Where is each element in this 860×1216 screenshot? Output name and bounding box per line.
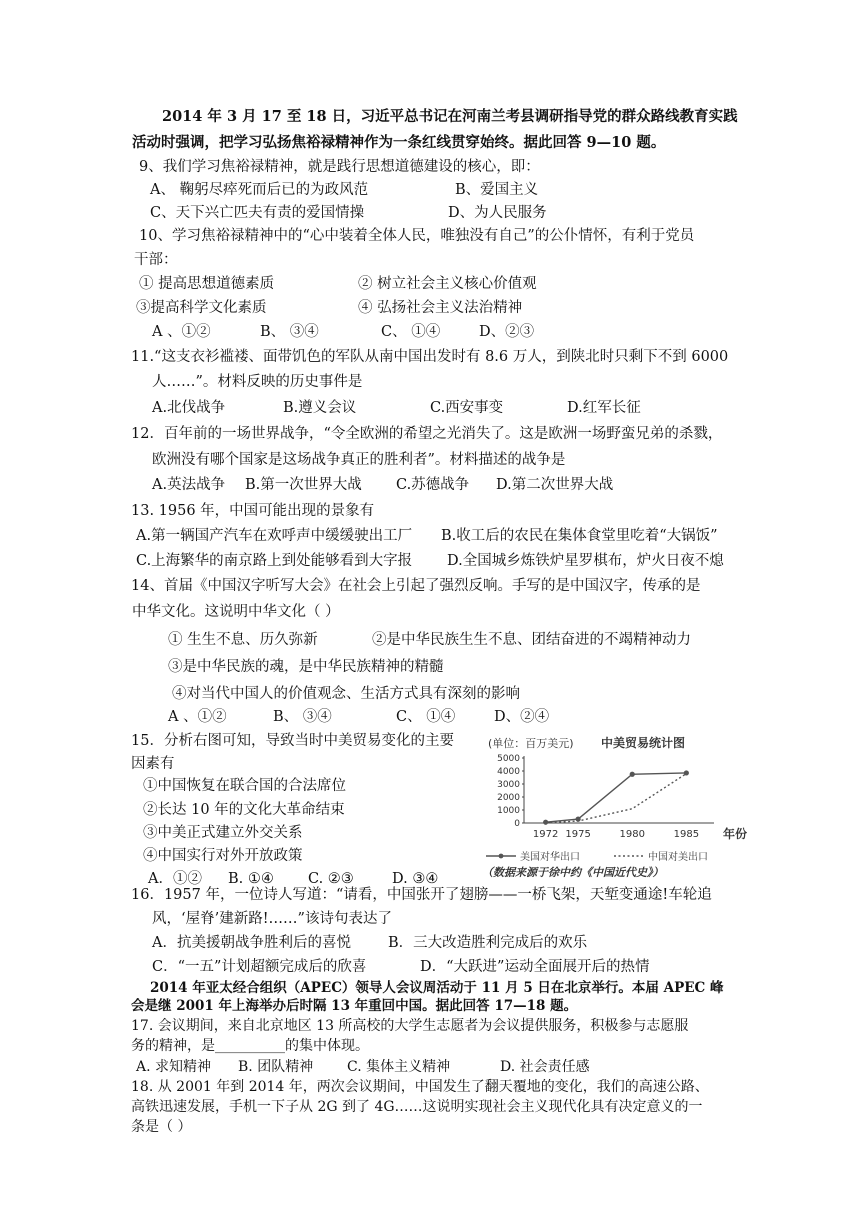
q17-stem-2: 务的精神，是__________的集中体现。 (131, 1038, 369, 1054)
q10-option-c: C、 ①④ (381, 324, 441, 340)
q14-option-b: B、 ③④ (273, 709, 332, 725)
q14-option-c: C、 ①④ (396, 709, 456, 725)
chart-point (630, 772, 635, 777)
q17-option-d: D. 社会责任感 (500, 1059, 590, 1075)
q15-stem-1: 15．分析右图可知，导致当时中美贸易变化的主要 (131, 733, 454, 749)
chart-legend-label: 美国对华出口 (520, 852, 580, 863)
q9-option-a: A、 鞠躬尽瘁死而后已的为政风范 (150, 182, 369, 198)
q10-item-3: ③提高科学文化素质 (136, 300, 267, 316)
q10-stem-1: 10、学习焦裕禄精神中的“心中装着全体人民，唯独没有自己”的公仆情怀，有利于党员 (139, 228, 695, 244)
q16-option-b: B．三大改造胜利完成后的欢乐 (388, 935, 588, 951)
q9-stem: 9、我们学习焦裕禄精神，就是践行思想道德建设的核心，即： (139, 159, 540, 175)
chart-x-axis-label: 年份 (723, 827, 748, 841)
q12-option-a: A.英法战争 (152, 477, 226, 493)
chart-y-tick-label: 1000 (497, 806, 520, 816)
q14-item-4: ④对当代中国人的价值观念、生活方式具有深刻的影响 (172, 686, 520, 702)
q16-option-c: C．“一五”计划超额完成后的欣喜 (152, 959, 367, 975)
q11-option-a: A.北伐战争 (152, 400, 226, 416)
q14-item-1: ① 生生不息、历久弥新 (168, 632, 318, 648)
q15-item-3: ③中美正式建立外交关系 (143, 825, 303, 841)
chart-title: 中美贸易统计图 (601, 736, 686, 750)
chart-legend-marker (499, 854, 504, 859)
q15-item-4: ④中国实行对外开放政策 (143, 848, 303, 864)
q17-stem-1: 17. 会议期间，来自北京地区 13 所高校的大学生志愿者为会议提供服务，积极参与志愿服 (131, 1018, 689, 1034)
q9-option-d: D、为人民服务 (448, 205, 547, 221)
q10-option-d: D、②③ (479, 324, 535, 340)
q11-option-d: D.红军长征 (567, 400, 641, 416)
q10-item-4: ④ 弘扬社会主义法治精神 (358, 300, 523, 316)
q11-option-c: C.西安事变 (430, 400, 504, 416)
q18-stem-1: 18. 从 2001 年到 2014 年，两次会议期间，中国发生了翻天覆地的变化，我们的高速公路、 (131, 1079, 709, 1095)
q16-option-a: A．抗美援朝战争胜利后的喜悦 (152, 935, 351, 951)
chart-series-line-1 (546, 773, 687, 822)
q17-option-b: B. 团队精神 (238, 1059, 314, 1075)
q13-stem: 13. 1956 年，中国可能出现的景象有 (131, 503, 375, 519)
q14-option-a: A 、①② (168, 709, 227, 725)
chart-y-tick-label: 5000 (497, 754, 520, 764)
q15-item-2: ②长达 10 年的文化大革命结束 (143, 802, 345, 818)
chart-x-tick-label: 1980 (619, 829, 645, 840)
q10-option-a: A 、①② (152, 324, 211, 340)
apec-line-1: 2014 年亚太经合组织（APEC）领导人会议周活动于 11 月 5 日在北京举行。本届 APEC 峰 (150, 980, 724, 996)
q13-option-d: D.全国城乡炼铁炉星罗棋布，炉火日夜不熄 (447, 553, 724, 569)
q10-stem-2: 干部： (134, 252, 178, 268)
chart-legend-label: 中国对美出口 (648, 852, 708, 863)
chart-unit-label: (单位：百万美元) (488, 737, 574, 750)
q14-option-d: D、②④ (494, 709, 550, 725)
intro-line-2: 活动时强调，把学习弘扬焦裕禄精神作为一条红线贯穿始终。据此回答 9—10 题。 (132, 134, 666, 151)
q11-option-b: B.遵义会议 (283, 400, 357, 416)
chart-x-tick-label: 1975 (565, 829, 591, 840)
intro-line-1: 2014 年 3 月 17 至 18 日，习近平总书记在河南兰考县调研指导党的群众路线教育实践 (162, 108, 738, 125)
chart-series-line-2 (546, 774, 687, 823)
q15-stem-2: 因素有 (131, 756, 175, 772)
chart-x-tick-label: 1985 (673, 829, 700, 840)
q14-stem-2: 中华文化。这说明中华文化（ ） (132, 604, 340, 620)
q16-option-d: D．“大跃进”运动全面展开后的热情 (420, 959, 650, 975)
q9-option-c: C、天下兴亡匹夫有责的爱国情操 (150, 205, 365, 221)
apec-line-2: 会是继 2001 年上海举办后时隔 13 年重回中国。据此回答 17—18 题。 (131, 998, 578, 1014)
q16-stem-2: 风，‘屋脊’建新路!……”该诗句表达了 (152, 911, 392, 927)
q17-option-c: C. 集体主义精神 (347, 1059, 451, 1075)
q15-option-a: A．①② (148, 871, 202, 887)
q15-option-d: D. ③④ (392, 871, 439, 887)
chart-y-tick-label: 4000 (497, 767, 520, 777)
chart-y-tick-label: 2000 (497, 793, 520, 803)
chart-y-tick-label: 0 (514, 819, 520, 829)
q12-option-b: B.第一次世界大战 (245, 477, 362, 493)
q11-stem-1: 11.“这支衣衫褴褛、面带饥色的军队从南中国出发时有 8.6 万人，到陕北时只剩下不到 6000 (131, 349, 729, 365)
q10-item-1: ① 提高思想道德素质 (139, 276, 275, 292)
q9-option-b: B、爱国主义 (455, 182, 539, 198)
q18-stem-3: 条是（ ） (131, 1119, 192, 1135)
q16-stem-1: 16．1957 年，一位诗人写道：“请看，中国张开了翅膀——一桥飞架，天堑变通途!车轮追 (131, 887, 712, 903)
chart-x-tick-label: 1972 (532, 829, 559, 840)
q12-stem-1: 12．百年前的一场世界战争，“令全欧洲的希望之光消失了。这是欧洲一场野蛮兄弟的杀戮， (131, 426, 723, 442)
q15-option-b: B. ①④ (228, 871, 274, 887)
q17-option-a: A. 求知精神 (136, 1059, 212, 1075)
q12-stem-2: 欧洲没有哪个国家是这场战争真正的胜利者”。材料描述的战争是 (152, 452, 566, 468)
q13-option-b: B.收工后的农民在集体食堂里吃着“大锅饭” (441, 528, 718, 544)
chart-y-tick-label: 3000 (497, 780, 520, 790)
q13-option-a: A.第一辆国产汽车在欢呼声中缓缓驶出工厂 (136, 528, 413, 544)
q10-item-2: ② 树立社会主义核心价值观 (358, 276, 537, 292)
q14-stem-1: 14、首届《中国汉字听写大会》在社会上引起了强烈反响。手写的是中国汉字，传承的是 (131, 578, 701, 594)
trade-chart (478, 733, 758, 883)
q10-option-b: B、 ③④ (260, 324, 319, 340)
q13-option-c: C.上海繁华的南京路上到处能够看到大字报 (136, 553, 413, 569)
q11-stem-2: 人……”。材料反映的历史事件是 (152, 374, 363, 390)
q12-option-c: C.苏德战争 (396, 477, 470, 493)
q12-option-d: D.第二次世界大战 (496, 477, 614, 493)
q18-stem-2: 高铁迅速发展，手机一下子从 2G 到了 4G……这说明实现社会主义现代化具有决定意义的一 (131, 1099, 703, 1115)
q15-option-c: C. ②③ (308, 871, 354, 887)
q15-item-1: ①中国恢复在联合国的合法席位 (143, 778, 346, 794)
q14-item-2: ②是中华民族生生不息、团结奋进的不竭精神动力 (372, 632, 691, 648)
q14-item-3: ③是中华民族的魂，是中华民族精神的精髓 (168, 659, 444, 675)
chart-source: （数据来源于徐中约《中国近代史》） (482, 866, 664, 879)
